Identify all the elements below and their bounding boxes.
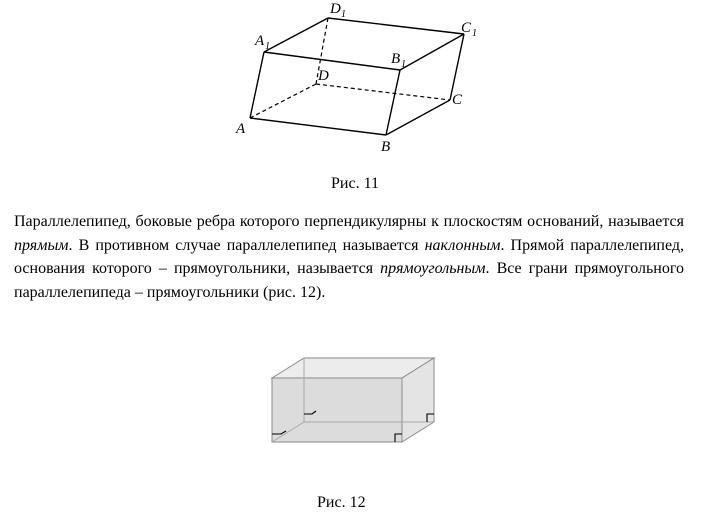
- edge-b-c: [386, 100, 450, 135]
- label-d1-subscript: 1: [341, 9, 346, 20]
- label-a: A: [236, 121, 246, 137]
- paragraph-text-2: . В противном случае параллелепипед называется: [68, 236, 425, 254]
- paragraph-text-1: Параллелепипед, боковые ребра которого перпендикулярны к плоскостям оснований, называется: [14, 213, 684, 230]
- edge-a-d: [250, 84, 316, 118]
- edge-d1-a1: [264, 18, 328, 52]
- term-rectangular-parallelepiped: прямоугольным: [380, 260, 486, 277]
- figure-12-caption: Рис. 12: [317, 494, 366, 511]
- paragraph-text-4: . Все грани прямоугольного параллелепипеда – прямоугольники (рис. 12).: [14, 260, 684, 301]
- edge-a-b: [250, 118, 386, 135]
- label-a1: A: [255, 33, 265, 49]
- edge-a1-b1: [264, 52, 400, 70]
- label-c1: C: [461, 20, 472, 36]
- label-b1-subscript: 1: [401, 59, 406, 70]
- label-c: C: [452, 92, 463, 108]
- edge-b-b1: [386, 70, 400, 135]
- label-d1: D: [330, 1, 341, 17]
- paragraph-text-3: . Прямой параллелепипед, основания которого – прямоугольники, называется: [14, 236, 684, 277]
- edge-b1-c1: [400, 34, 464, 70]
- label-b: B: [381, 139, 391, 155]
- figure-11-caption: Рис. 11: [331, 175, 379, 192]
- edge-a-a1: [250, 52, 264, 118]
- term-right-parallelepiped: прямым: [14, 236, 69, 254]
- term-oblique-parallelepiped: наклонным: [424, 236, 501, 254]
- label-c1-subscript: 1: [472, 28, 477, 39]
- edge-d-c: [316, 84, 450, 100]
- label-b1: B: [391, 51, 401, 67]
- edge-c1-d1: [328, 18, 464, 34]
- figure-12-rectangular-parallelepiped: [0, 340, 717, 490]
- face-front: [272, 378, 402, 442]
- label-d: D: [318, 68, 329, 84]
- edge-c-c1: [450, 34, 464, 100]
- label-a1-subscript: 1: [265, 41, 270, 52]
- figure-11-oblique-parallelepiped: [0, 0, 717, 160]
- definition-paragraph: [14, 210, 684, 304]
